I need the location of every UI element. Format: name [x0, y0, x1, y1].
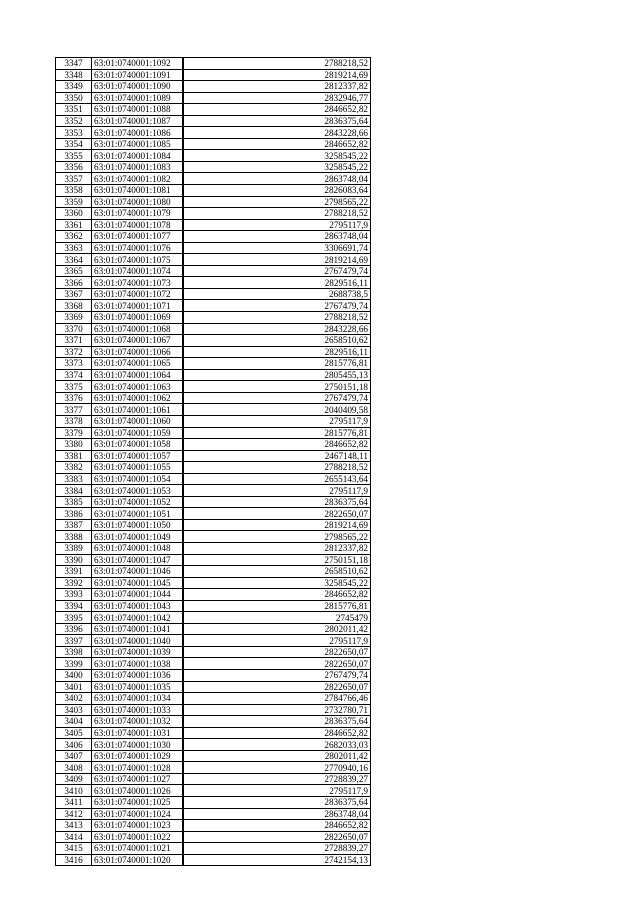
cadastral-value: 2798565,22	[183, 196, 371, 208]
cadastral-number: 63:01:0740001:1020	[92, 854, 183, 866]
cadastral-number: 63:01:0740001:1039	[92, 646, 183, 658]
row-number: 3391	[56, 566, 92, 578]
row-number: 3378	[56, 415, 92, 427]
cadastral-number: 63:01:0740001:1027	[92, 773, 183, 785]
row-number: 3368	[56, 300, 92, 312]
table-row	[56, 231, 371, 243]
cadastral-number: 63:01:0740001:1055	[92, 462, 183, 474]
cadastral-value: 2767479,74	[183, 265, 371, 277]
table-row	[56, 716, 371, 728]
row-number: 3395	[56, 612, 92, 624]
cadastral-number: 63:01:0740001:1073	[92, 277, 183, 289]
cadastral-value: 2846652,82	[183, 727, 371, 739]
cadastral-number: 63:01:0740001:1059	[92, 427, 183, 439]
table-row	[56, 265, 371, 277]
table-row	[56, 196, 371, 208]
cadastral-number: 63:01:0740001:1084	[92, 150, 183, 162]
cadastral-number: 63:01:0740001:1023	[92, 820, 183, 832]
row-number: 3394	[56, 600, 92, 612]
cadastral-value: 2846652,82	[183, 820, 371, 832]
cadastral-number: 63:01:0740001:1088	[92, 104, 183, 116]
table-row	[56, 219, 371, 231]
cadastral-value: 2467148,11	[183, 450, 371, 462]
cadastral-number: 63:01:0740001:1076	[92, 242, 183, 254]
table-row	[56, 462, 371, 474]
row-number: 3367	[56, 288, 92, 300]
row-number: 3410	[56, 785, 92, 797]
table-row	[56, 496, 371, 508]
cadastral-number: 63:01:0740001:1064	[92, 369, 183, 381]
table-row	[56, 277, 371, 289]
table-row	[56, 739, 371, 751]
table-row	[56, 161, 371, 173]
cadastral-number: 63:01:0740001:1075	[92, 254, 183, 266]
table-row	[56, 185, 371, 197]
table-row	[56, 831, 371, 843]
row-number: 3386	[56, 508, 92, 520]
cadastral-number: 63:01:0740001:1026	[92, 785, 183, 797]
table-row	[56, 369, 371, 381]
row-number: 3356	[56, 161, 92, 173]
table-row	[56, 612, 371, 624]
cadastral-value: 2802011,42	[183, 750, 371, 762]
cadastral-value: 2728839,27	[183, 773, 371, 785]
row-number: 3387	[56, 519, 92, 531]
cadastral-number: 63:01:0740001:1078	[92, 219, 183, 231]
table-row	[56, 312, 371, 324]
row-number: 3363	[56, 242, 92, 254]
cadastral-value: 2767479,74	[183, 392, 371, 404]
row-number: 3351	[56, 104, 92, 116]
cadastral-value: 2795117,9	[183, 785, 371, 797]
cadastral-value: 3258545,22	[183, 150, 371, 162]
cadastral-number: 63:01:0740001:1021	[92, 843, 183, 855]
row-number: 3353	[56, 127, 92, 139]
cadastral-number: 63:01:0740001:1080	[92, 196, 183, 208]
row-number: 3402	[56, 693, 92, 705]
cadastral-number: 63:01:0740001:1092	[92, 58, 183, 70]
cadastral-number: 63:01:0740001:1046	[92, 566, 183, 578]
cadastral-value: 2822650,07	[183, 681, 371, 693]
row-number: 3365	[56, 265, 92, 277]
cadastral-value: 2750151,18	[183, 381, 371, 393]
cadastral-number: 63:01:0740001:1091	[92, 69, 183, 81]
cadastral-value: 2843228,66	[183, 323, 371, 335]
cadastral-number: 63:01:0740001:1038	[92, 658, 183, 670]
table-row	[56, 646, 371, 658]
cadastral-value: 2728839,27	[183, 843, 371, 855]
cadastral-value: 2732780,71	[183, 704, 371, 716]
table-row	[56, 242, 371, 254]
cadastral-number: 63:01:0740001:1052	[92, 496, 183, 508]
cadastral-number: 63:01:0740001:1030	[92, 739, 183, 751]
row-number: 3354	[56, 138, 92, 150]
table-row	[56, 750, 371, 762]
cadastral-number: 63:01:0740001:1085	[92, 138, 183, 150]
row-number: 3398	[56, 646, 92, 658]
cadastral-number: 63:01:0740001:1060	[92, 415, 183, 427]
row-number: 3415	[56, 843, 92, 855]
cadastral-number: 63:01:0740001:1036	[92, 669, 183, 681]
cadastral-value: 2040409,58	[183, 404, 371, 416]
cadastral-value: 2822650,07	[183, 658, 371, 670]
row-number: 3382	[56, 462, 92, 474]
table-row	[56, 58, 371, 70]
cadastral-number: 63:01:0740001:1047	[92, 554, 183, 566]
cadastral-number: 63:01:0740001:1035	[92, 681, 183, 693]
table-row	[56, 623, 371, 635]
cadastral-number: 63:01:0740001:1053	[92, 485, 183, 497]
row-number: 3357	[56, 173, 92, 185]
cadastral-value: 2815776,81	[183, 427, 371, 439]
row-number: 3401	[56, 681, 92, 693]
row-number: 3383	[56, 473, 92, 485]
table-row	[56, 485, 371, 497]
table-row	[56, 808, 371, 820]
table-row	[56, 554, 371, 566]
cadastral-value: 2836375,64	[183, 797, 371, 809]
cadastral-value: 2846652,82	[183, 138, 371, 150]
table-row	[56, 288, 371, 300]
table-row	[56, 208, 371, 220]
cadastral-value: 2795117,9	[183, 635, 371, 647]
cadastral-number: 63:01:0740001:1062	[92, 392, 183, 404]
cadastral-number: 63:01:0740001:1072	[92, 288, 183, 300]
table-row	[56, 820, 371, 832]
cadastral-number: 63:01:0740001:1077	[92, 231, 183, 243]
cadastral-number: 63:01:0740001:1031	[92, 727, 183, 739]
cadastral-value: 2829516,11	[183, 346, 371, 358]
table-row	[56, 600, 371, 612]
table-row	[56, 439, 371, 451]
cadastral-value: 2795117,9	[183, 415, 371, 427]
row-number: 3347	[56, 58, 92, 70]
row-number: 3414	[56, 831, 92, 843]
table-row	[56, 854, 371, 866]
cadastral-number: 63:01:0740001:1086	[92, 127, 183, 139]
cadastral-value: 2798565,22	[183, 531, 371, 543]
cadastral-number: 63:01:0740001:1025	[92, 797, 183, 809]
cadastral-value: 2767479,74	[183, 300, 371, 312]
row-number: 3388	[56, 531, 92, 543]
table-row	[56, 797, 371, 809]
row-number: 3390	[56, 554, 92, 566]
cadastral-number: 63:01:0740001:1079	[92, 208, 183, 220]
table-row	[56, 358, 371, 370]
table-row	[56, 542, 371, 554]
cadastral-number: 63:01:0740001:1082	[92, 173, 183, 185]
cadastral-value: 2863748,04	[183, 231, 371, 243]
cadastral-value: 2815776,81	[183, 358, 371, 370]
row-number: 3408	[56, 762, 92, 774]
cadastral-value: 2815776,81	[183, 600, 371, 612]
cadastral-number: 63:01:0740001:1028	[92, 762, 183, 774]
cadastral-value: 2829516,11	[183, 277, 371, 289]
row-number: 3371	[56, 335, 92, 347]
row-number: 3348	[56, 69, 92, 81]
cadastral-value: 2658510,62	[183, 335, 371, 347]
cadastral-value: 2788218,52	[183, 312, 371, 324]
table-row	[56, 566, 371, 578]
table-row	[56, 127, 371, 139]
cadastral-number: 63:01:0740001:1054	[92, 473, 183, 485]
cadastral-value: 3306691,74	[183, 242, 371, 254]
row-number: 3359	[56, 196, 92, 208]
table-row	[56, 104, 371, 116]
row-number: 3385	[56, 496, 92, 508]
cadastral-number: 63:01:0740001:1074	[92, 265, 183, 277]
table-row	[56, 727, 371, 739]
row-number: 3373	[56, 358, 92, 370]
cadastral-number: 63:01:0740001:1089	[92, 92, 183, 104]
row-number: 3406	[56, 739, 92, 751]
row-number: 3355	[56, 150, 92, 162]
cadastral-value: 2795117,9	[183, 219, 371, 231]
cadastral-number: 63:01:0740001:1024	[92, 808, 183, 820]
cadastral-value: 2826083,64	[183, 185, 371, 197]
cadastral-value: 2658510,62	[183, 566, 371, 578]
table-body	[56, 58, 371, 866]
cadastral-value: 2770940,16	[183, 762, 371, 774]
row-number: 3379	[56, 427, 92, 439]
cadastral-value: 2812337,82	[183, 81, 371, 93]
row-number: 3358	[56, 185, 92, 197]
table-row	[56, 531, 371, 543]
table-row	[56, 92, 371, 104]
cadastral-value: 2742154,13	[183, 854, 371, 866]
table-row	[56, 346, 371, 358]
row-number: 3366	[56, 277, 92, 289]
table-row	[56, 658, 371, 670]
cadastral-number: 63:01:0740001:1071	[92, 300, 183, 312]
row-number: 3412	[56, 808, 92, 820]
cadastral-value: 2822650,07	[183, 831, 371, 843]
cadastral-number: 63:01:0740001:1022	[92, 831, 183, 843]
cadastral-value: 2819214,69	[183, 69, 371, 81]
row-number: 3405	[56, 727, 92, 739]
cadastral-number: 63:01:0740001:1044	[92, 589, 183, 601]
row-number: 3393	[56, 589, 92, 601]
row-number: 3350	[56, 92, 92, 104]
row-number: 3381	[56, 450, 92, 462]
cadastral-value: 2802011,42	[183, 623, 371, 635]
table-row	[56, 589, 371, 601]
cadastral-value: 2788218,52	[183, 208, 371, 220]
table-row	[56, 519, 371, 531]
row-number: 3411	[56, 797, 92, 809]
row-number: 3384	[56, 485, 92, 497]
cadastral-value: 2688738,5	[183, 288, 371, 300]
table-row	[56, 69, 371, 81]
table-row	[56, 704, 371, 716]
cadastral-value: 2682033,03	[183, 739, 371, 751]
table-row	[56, 381, 371, 393]
table-row	[56, 138, 371, 150]
table-row	[56, 450, 371, 462]
table-row	[56, 693, 371, 705]
table-row	[56, 150, 371, 162]
row-number: 3375	[56, 381, 92, 393]
row-number: 3400	[56, 669, 92, 681]
table-row	[56, 81, 371, 93]
cadastral-value: 2819214,69	[183, 254, 371, 266]
row-number: 3369	[56, 312, 92, 324]
cadastral-number: 63:01:0740001:1032	[92, 716, 183, 728]
cadastral-value: 2832946,77	[183, 92, 371, 104]
table-row	[56, 762, 371, 774]
cadastral-number: 63:01:0740001:1067	[92, 335, 183, 347]
cadastral-number: 63:01:0740001:1066	[92, 346, 183, 358]
cadastral-number: 63:01:0740001:1063	[92, 381, 183, 393]
table-row	[56, 508, 371, 520]
table-row	[56, 773, 371, 785]
cadastral-value: 2836375,64	[183, 115, 371, 127]
row-number: 3397	[56, 635, 92, 647]
cadastral-number: 63:01:0740001:1058	[92, 439, 183, 451]
data-table	[55, 57, 371, 866]
table-row	[56, 404, 371, 416]
cadastral-number: 63:01:0740001:1029	[92, 750, 183, 762]
table-row	[56, 115, 371, 127]
row-number: 3370	[56, 323, 92, 335]
table-row	[56, 681, 371, 693]
table-row	[56, 254, 371, 266]
row-number: 3364	[56, 254, 92, 266]
cadastral-value: 2788218,52	[183, 58, 371, 70]
cadastral-value: 2750151,18	[183, 554, 371, 566]
cadastral-number: 63:01:0740001:1033	[92, 704, 183, 716]
row-number: 3349	[56, 81, 92, 93]
table-row	[56, 843, 371, 855]
cadastral-number: 63:01:0740001:1068	[92, 323, 183, 335]
table-row	[56, 427, 371, 439]
cadastral-number: 63:01:0740001:1049	[92, 531, 183, 543]
cadastral-value: 2863748,04	[183, 173, 371, 185]
table-row	[56, 473, 371, 485]
row-number: 3392	[56, 577, 92, 589]
cadastral-number: 63:01:0740001:1087	[92, 115, 183, 127]
row-number: 3404	[56, 716, 92, 728]
row-number: 3396	[56, 623, 92, 635]
cadastral-value: 2836375,64	[183, 496, 371, 508]
cadastral-value: 3258545,22	[183, 161, 371, 173]
table-row	[56, 669, 371, 681]
table-row	[56, 300, 371, 312]
table-row	[56, 785, 371, 797]
cadastral-number: 63:01:0740001:1045	[92, 577, 183, 589]
cadastral-number: 63:01:0740001:1043	[92, 600, 183, 612]
row-number: 3416	[56, 854, 92, 866]
cadastral-number: 63:01:0740001:1034	[92, 693, 183, 705]
row-number: 3377	[56, 404, 92, 416]
cadastral-value: 2836375,64	[183, 716, 371, 728]
cadastral-number: 63:01:0740001:1051	[92, 508, 183, 520]
cadastral-value: 2819214,69	[183, 519, 371, 531]
table-row	[56, 335, 371, 347]
cadastral-number: 63:01:0740001:1081	[92, 185, 183, 197]
cadastral-value: 2863748,04	[183, 808, 371, 820]
cadastral-number: 63:01:0740001:1069	[92, 312, 183, 324]
row-number: 3389	[56, 542, 92, 554]
table-row	[56, 173, 371, 185]
row-number: 3376	[56, 392, 92, 404]
row-number: 3360	[56, 208, 92, 220]
cadastral-value: 3258545,22	[183, 577, 371, 589]
table-row	[56, 635, 371, 647]
cadastral-number: 63:01:0740001:1090	[92, 81, 183, 93]
table-row	[56, 323, 371, 335]
cadastral-value: 2822650,07	[183, 646, 371, 658]
row-number: 3403	[56, 704, 92, 716]
cadastral-value: 2843228,66	[183, 127, 371, 139]
cadastral-value: 2805455,13	[183, 369, 371, 381]
row-number: 3380	[56, 439, 92, 451]
cadastral-number: 63:01:0740001:1050	[92, 519, 183, 531]
table-row	[56, 392, 371, 404]
row-number: 3372	[56, 346, 92, 358]
cadastral-value: 2784766,46	[183, 693, 371, 705]
row-number: 3409	[56, 773, 92, 785]
cadastral-number: 63:01:0740001:1040	[92, 635, 183, 647]
cadastral-value: 2846652,82	[183, 104, 371, 116]
row-number: 3374	[56, 369, 92, 381]
cadastral-number: 63:01:0740001:1048	[92, 542, 183, 554]
cadastral-value: 2788218,52	[183, 462, 371, 474]
cadastral-value: 2655143,64	[183, 473, 371, 485]
cadastral-value: 2767479,74	[183, 669, 371, 681]
row-number: 3407	[56, 750, 92, 762]
cadastral-number: 63:01:0740001:1041	[92, 623, 183, 635]
cadastral-number: 63:01:0740001:1042	[92, 612, 183, 624]
cadastral-number: 63:01:0740001:1065	[92, 358, 183, 370]
cadastral-number: 63:01:0740001:1057	[92, 450, 183, 462]
cadastral-value: 2795117,9	[183, 485, 371, 497]
table-row	[56, 577, 371, 589]
row-number: 3352	[56, 115, 92, 127]
row-number: 3399	[56, 658, 92, 670]
cadastral-value: 2846652,82	[183, 589, 371, 601]
cadastral-value: 2745479	[183, 612, 371, 624]
cadastral-value: 2812337,82	[183, 542, 371, 554]
row-number: 3362	[56, 231, 92, 243]
row-number: 3413	[56, 820, 92, 832]
cadastral-number: 63:01:0740001:1083	[92, 161, 183, 173]
table-row	[56, 415, 371, 427]
cadastral-value: 2822650,07	[183, 508, 371, 520]
row-number: 3361	[56, 219, 92, 231]
cadastral-number: 63:01:0740001:1061	[92, 404, 183, 416]
cadastral-value: 2846652,82	[183, 439, 371, 451]
